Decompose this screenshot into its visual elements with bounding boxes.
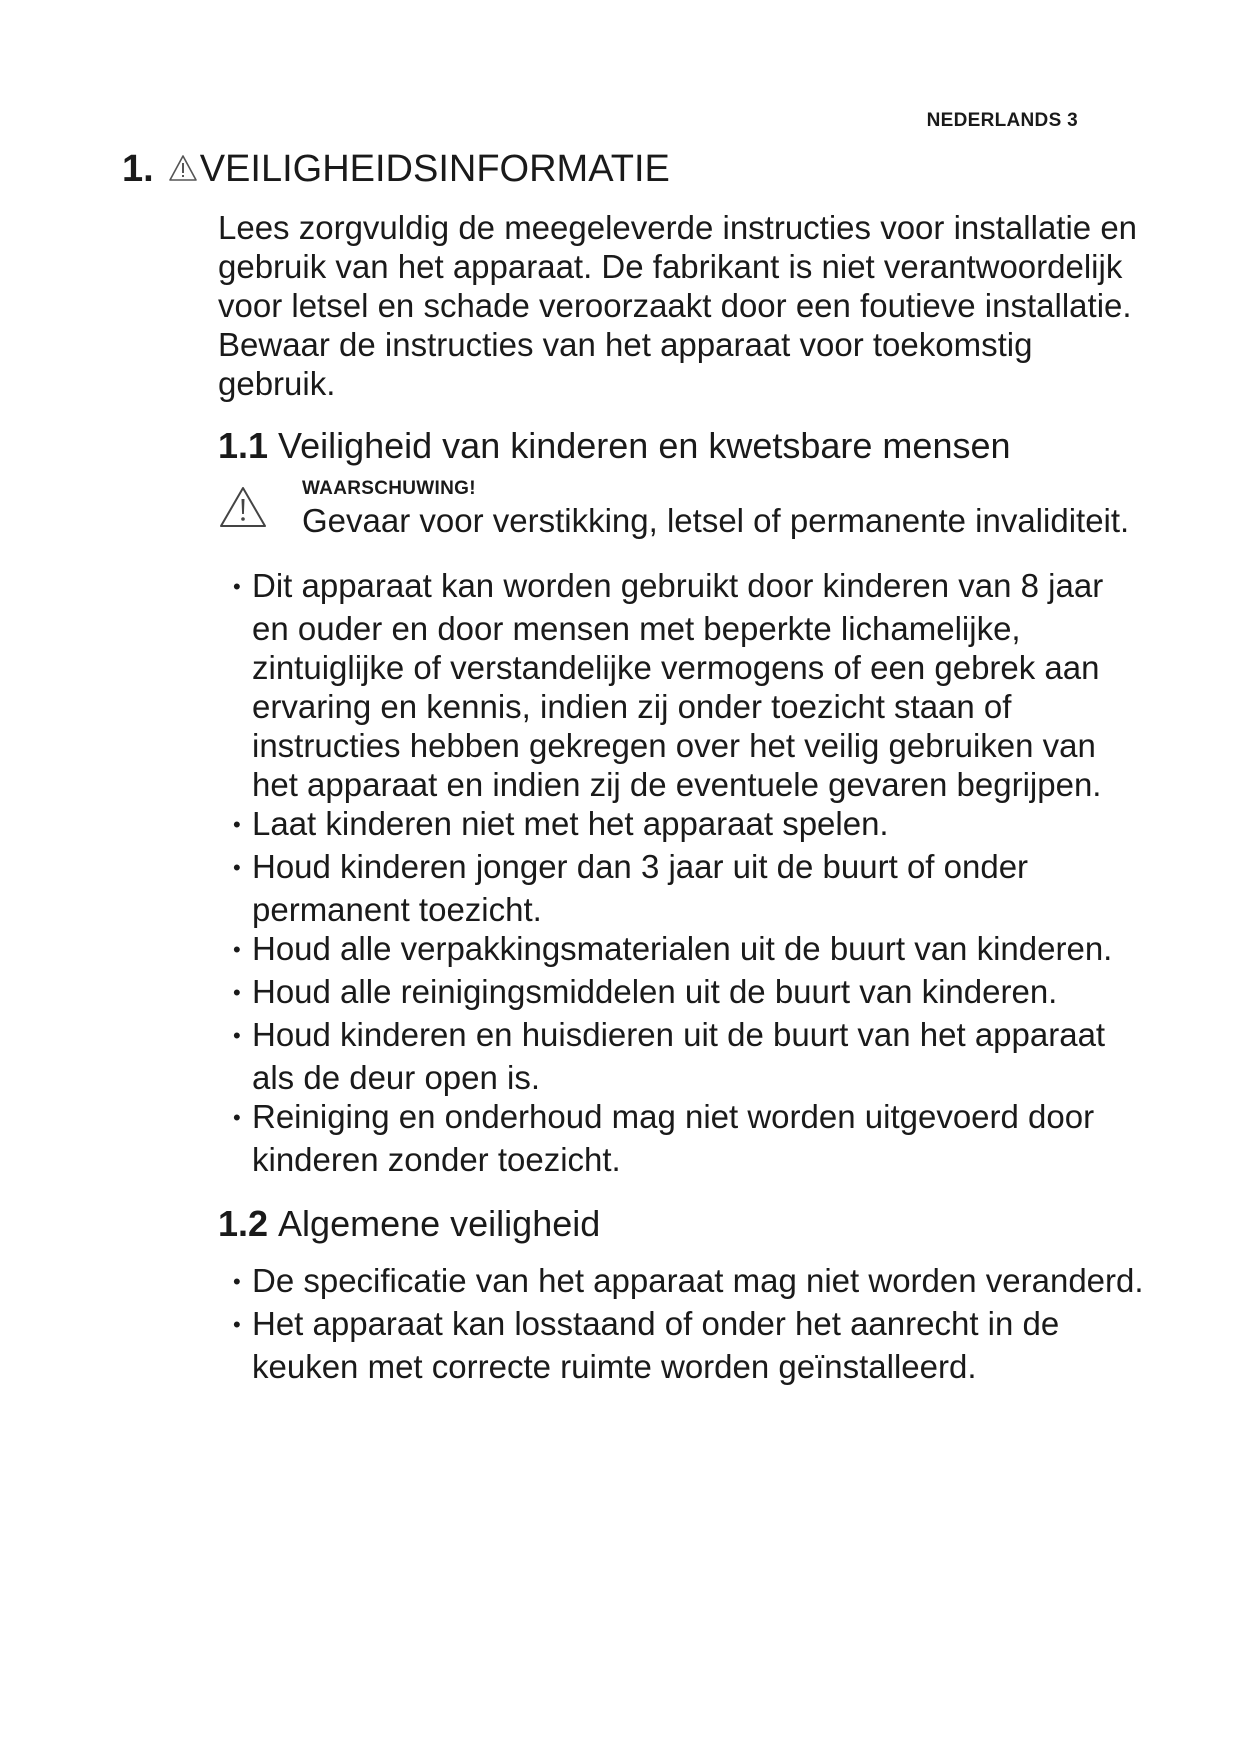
list-item: • De specificatie van het apparaat mag niet worden veranderd.: [218, 1261, 1148, 1304]
section-number: 1.2: [218, 1203, 269, 1244]
section-title-text: Algemene veiligheid: [278, 1203, 601, 1244]
page-header: NEDERLANDS 3: [926, 110, 1078, 131]
warning-triangle-icon: [168, 153, 198, 183]
list-item: • Houd kinderen en huisdieren uit de buurt van het apparaat als de deur open is.: [218, 1015, 1148, 1097]
intro-paragraph: Lees zorgvuldig de meegeleverde instructies voor installatie en gebruik van het apparaat. De fabrikant is niet verantwoordelijk voor letsel en schade veroorzaakt door een foutieve installatie. Bewaar de instructies van het apparaat voor toekomstig gebruik.: [218, 209, 1138, 402]
list-item: • Houd alle reinigingsmiddelen uit de buurt van kinderen.: [218, 972, 1148, 1015]
warning-content: [302, 477, 1129, 540]
content: [218, 208, 1148, 1386]
chapter-title-text: VEILIGHEIDSINFORMATIE: [199, 148, 670, 190]
warning-title: WAARSCHUWING!: [302, 478, 476, 499]
warning-box: [218, 477, 1148, 540]
warning-text: Gevaar voor verstikking, letsel of permanente invaliditeit.: [302, 502, 1130, 539]
list-item: • Dit apparaat kan worden gebruikt door kinderen van 8 jaar en ouder en door mensen met beperkte lichamelijke, zintuiglijke of verstandelijke vermogens of een gebrek aan ervaring en kennis, indien zij onder toezicht staan of instructies hebben gekregen over het veilig gebruiken van het apparaat en indien zij de eventuele gevaren begrijpen.: [218, 566, 1148, 804]
chapter-title: [122, 148, 670, 191]
section-1-1-title: [218, 425, 1148, 467]
list-item: • Het apparaat kan losstaand of onder het aanrecht in de keuken met correcte ruimte worden geïnstalleerd.: [218, 1304, 1148, 1386]
list-item: • Houd alle verpakkingsmaterialen uit de buurt van kinderen.: [218, 929, 1148, 972]
list-item: • Reiniging en onderhoud mag niet worden uitgevoerd door kinderen zonder toezicht.: [218, 1097, 1148, 1179]
list-item: • Houd kinderen jonger dan 3 jaar uit de buurt of onder permanent toezicht.: [218, 847, 1148, 929]
warning-triangle-icon: [218, 485, 268, 529]
section-title-text: Veiligheid van kinderen en kwetsbare mensen: [278, 425, 1011, 466]
list-item: • Laat kinderen niet met het apparaat spelen.: [218, 804, 1148, 847]
section-1-1-list: [218, 566, 1148, 1179]
section-1-2-list: [218, 1261, 1148, 1386]
section-number: 1.1: [218, 425, 269, 466]
section-1-2-title: [218, 1203, 1148, 1245]
chapter-number: 1.: [122, 148, 154, 190]
